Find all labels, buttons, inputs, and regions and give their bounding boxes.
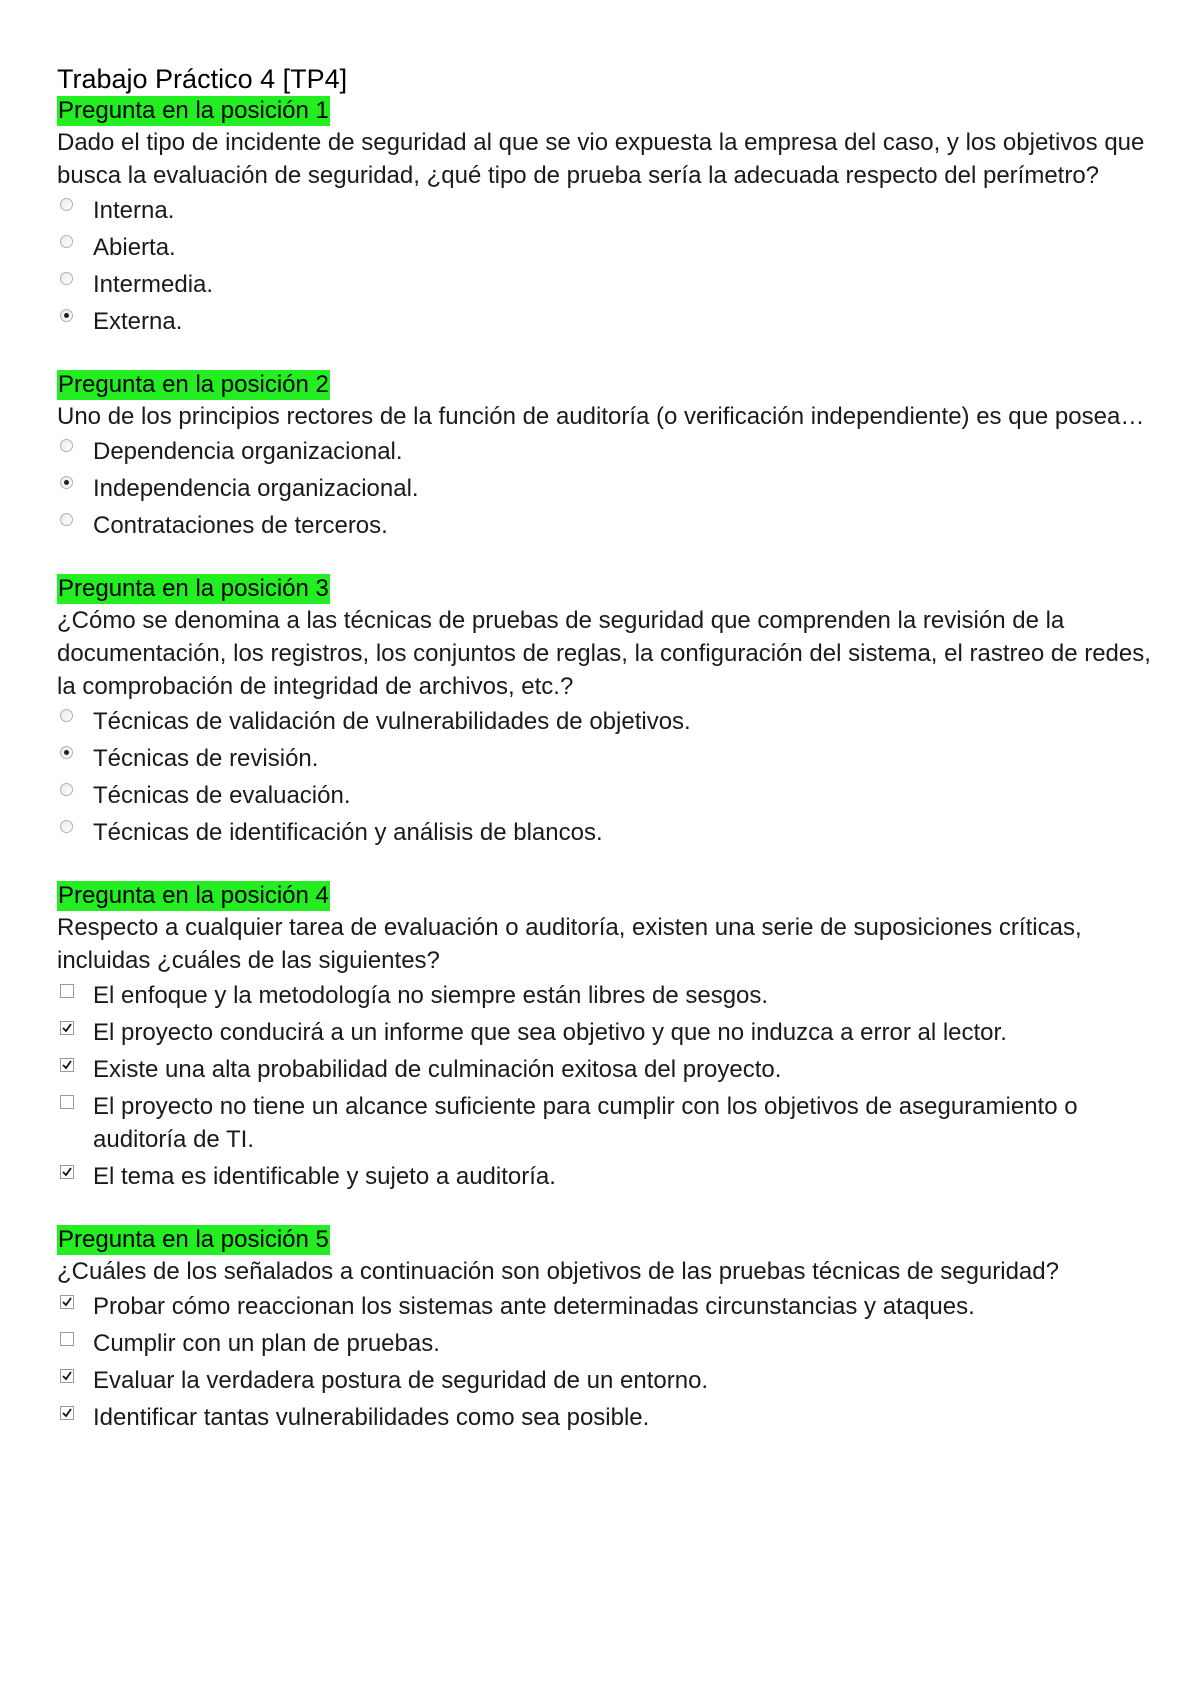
checkbox-checked-icon[interactable]	[60, 1295, 74, 1309]
question-text: Dado el tipo de incidente de seguridad al que se vio expuesta la empresa del caso, y los objetivos que busca la evaluación de seguridad, ¿qué tipo de prueba sería la adecuada respecto del perímetro?	[57, 129, 1145, 189]
radio-unselected-icon[interactable]	[60, 513, 73, 526]
checkbox-checked-icon[interactable]	[60, 1406, 74, 1420]
question-text: Uno de los principios rectores de la función de auditoría (o verificación independiente) es que posea…	[57, 403, 1145, 430]
question-text: Respecto a cualquier tarea de evaluación o auditoría, existen una serie de suposiciones críticas, incluidas ¿cuáles de las siguientes?	[57, 914, 1082, 974]
answer-option[interactable]	[57, 1290, 1167, 1323]
answer-options	[57, 194, 1167, 338]
answer-options	[57, 979, 1167, 1193]
answer-option[interactable]	[57, 305, 1167, 338]
answer-option-label: El enfoque y la metodología no siempre están libres de sesgos.	[93, 982, 769, 1009]
answer-option-label: Externa.	[93, 308, 183, 335]
question-heading: Pregunta en la posición 2	[58, 371, 329, 398]
answer-option-label: Evaluar la verdadera postura de seguridad de un entorno.	[93, 1367, 709, 1394]
radio-unselected-icon[interactable]	[60, 783, 73, 796]
radio-unselected-icon[interactable]	[60, 709, 73, 722]
answer-option-label: Interna.	[93, 197, 175, 224]
answer-option[interactable]	[57, 268, 1167, 301]
answer-option-label: Contrataciones de terceros.	[93, 512, 388, 539]
answer-options	[57, 1290, 1167, 1434]
answer-option[interactable]	[57, 1401, 1167, 1434]
answer-option[interactable]	[57, 509, 1167, 542]
question-heading: Pregunta en la posición 3	[58, 575, 329, 602]
answer-option-label: El tema es identificable y sujeto a auditoría.	[93, 1163, 556, 1190]
checkbox-checked-icon[interactable]	[60, 1021, 74, 1035]
checkbox-checked-icon[interactable]	[60, 1165, 74, 1179]
answer-option[interactable]	[57, 742, 1167, 775]
checkbox-unchecked-icon[interactable]	[60, 984, 74, 998]
radio-unselected-icon[interactable]	[60, 439, 73, 452]
answer-option[interactable]	[57, 194, 1167, 227]
answer-option[interactable]	[57, 979, 1167, 1012]
question-block-5	[57, 1225, 1167, 1434]
radio-selected-icon[interactable]	[60, 476, 73, 489]
answer-option[interactable]	[57, 1016, 1167, 1049]
answer-option[interactable]	[57, 779, 1167, 812]
document-title: Trabajo Práctico 4 [TP4]	[57, 64, 348, 94]
answer-option[interactable]	[57, 231, 1167, 264]
document-page	[57, 62, 1167, 1466]
checkbox-checked-icon[interactable]	[60, 1369, 74, 1383]
radio-unselected-icon[interactable]	[60, 820, 73, 833]
radio-unselected-icon[interactable]	[60, 272, 73, 285]
radio-selected-icon[interactable]	[60, 309, 73, 322]
answer-options	[57, 705, 1167, 849]
answer-option-label: Probar cómo reaccionan los sistemas ante determinadas circunstancias y ataques.	[93, 1293, 975, 1320]
answer-option-label: El proyecto conducirá a un informe que sea objetivo y que no induzca a error al lector.	[93, 1019, 1007, 1046]
radio-selected-icon[interactable]	[60, 746, 73, 759]
question-block-4	[57, 881, 1167, 1193]
answer-option[interactable]	[57, 1090, 1167, 1156]
question-heading: Pregunta en la posición 5	[58, 1226, 329, 1253]
question-block-1	[57, 96, 1167, 338]
answer-option-label: Técnicas de validación de vulnerabilidades de objetivos.	[93, 708, 691, 735]
answer-option-label: Técnicas de revisión.	[93, 745, 319, 772]
answer-option-label: Independencia organizacional.	[93, 475, 419, 502]
question-list	[57, 96, 1167, 1434]
answer-option[interactable]	[57, 1364, 1167, 1397]
answer-option[interactable]	[57, 816, 1167, 849]
answer-option-label: Técnicas de evaluación.	[93, 782, 351, 809]
checkbox-unchecked-icon[interactable]	[60, 1332, 74, 1346]
answer-option-label: Dependencia organizacional.	[93, 438, 403, 465]
answer-option-label: El proyecto no tiene un alcance suficiente para cumplir con los objetivos de aseguramiento o auditoría de TI.	[93, 1093, 1078, 1153]
answer-option-label: Intermedia.	[93, 271, 214, 298]
question-text: ¿Cuáles de los señalados a continuación son objetivos de las pruebas técnicas de seguridad?	[57, 1258, 1059, 1285]
question-block-3	[57, 574, 1167, 849]
answer-option[interactable]	[57, 705, 1167, 738]
question-text: ¿Cómo se denomina a las técnicas de pruebas de seguridad que comprenden la revisión de la documentación, los registros, los conjuntos de reglas, la configuración del sistema, el rastreo de redes, la comprobación de integridad de archivos, etc.?	[57, 607, 1151, 700]
answer-option-label: Abierta.	[93, 234, 176, 261]
answer-option-label: Existe una alta probabilidad de culminación exitosa del proyecto.	[93, 1056, 782, 1083]
radio-unselected-icon[interactable]	[60, 235, 73, 248]
answer-options	[57, 435, 1167, 542]
checkbox-unchecked-icon[interactable]	[60, 1095, 74, 1109]
radio-unselected-icon[interactable]	[60, 198, 73, 211]
answer-option[interactable]	[57, 1327, 1167, 1360]
answer-option[interactable]	[57, 1053, 1167, 1086]
checkbox-checked-icon[interactable]	[60, 1058, 74, 1072]
answer-option-label: Cumplir con un plan de pruebas.	[93, 1330, 440, 1357]
answer-option[interactable]	[57, 435, 1167, 468]
answer-option[interactable]	[57, 472, 1167, 505]
answer-option-label: Técnicas de identificación y análisis de blancos.	[93, 819, 603, 846]
answer-option-label: Identificar tantas vulnerabilidades como sea posible.	[93, 1404, 650, 1431]
question-heading: Pregunta en la posición 1	[58, 97, 329, 124]
answer-option[interactable]	[57, 1160, 1167, 1193]
question-heading: Pregunta en la posición 4	[58, 882, 329, 909]
question-block-2	[57, 370, 1167, 542]
